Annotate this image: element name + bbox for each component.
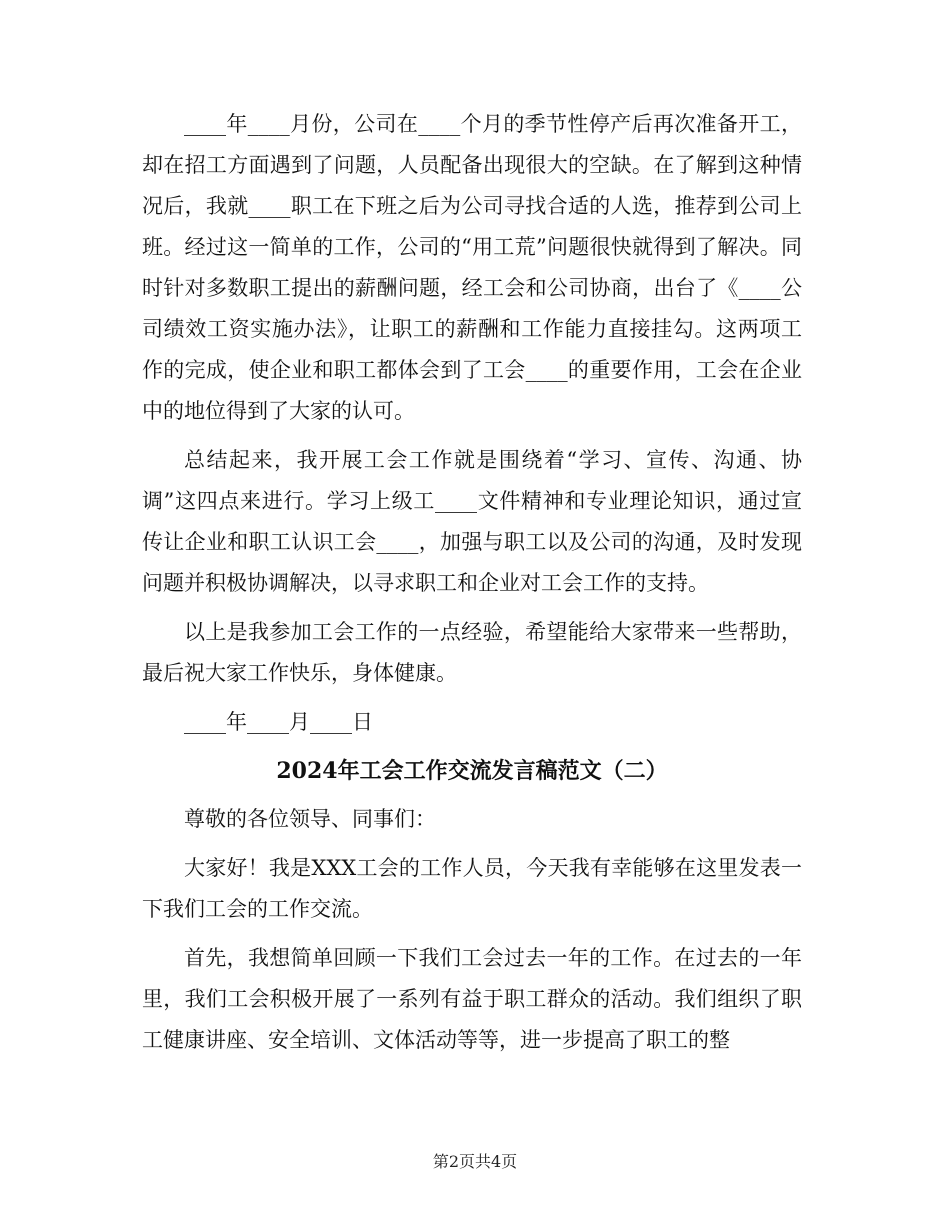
- paragraph-3: 以上是我参加工会工作的一点经验，希望能给大家带来一些帮助，最后祝大家工作快乐，身体健康。: [142, 620, 802, 685]
- paragraph-2: 总结起来，我开展工会工作就是围绕着“学习、宣传、沟通、协调”这四点来进行。学习上级工____文件精神和专业理论知识，通过宣传让企业和职工认识工会____，加强与职工以及公司的沟通，及时发现问题并积极协调解决，以寻求职工和企业对工会工作的支持。: [142, 448, 802, 595]
- section-title: 2024年工会工作交流发言稿范文（二）: [276, 758, 668, 784]
- salutation: 尊敬的各位领导、同事们：: [184, 807, 436, 831]
- page-indicator: 第2页共4页: [432, 1152, 518, 1171]
- date-line: ____年____月____日: [184, 710, 373, 734]
- document-body: [142, 104, 802, 1061]
- paragraph-1: ____年____月份，公司在____个月的季节性停产后再次准备开工，却在招工方面遇到了问题，人员配备出现很大的空缺。在了解到这种情况后，我就____职工在下班之后为公司寻找合适的人选，推荐到公司上班。经过这一简单的工作，公司的“用工荒”问题很快就得到了解决。同时针对多数职工提出的薪酬问题，经工会和公司协商，出台了《____公司绩效工资实施办法》，让职工的薪酬和工作能力直接挂勾。这两项工作的完成，使企业和职工都体会到了工会____的重要作用，工会在企业中的地位得到了大家的认可。: [142, 112, 802, 423]
- paragraph-review: 首先，我想简单回顾一下我们工会过去一年的工作。在过去的一年里，我们工会积极开展了一系列有益于职工群众的活动。我们组织了职工健康讲座、安全培训、文体活动等等，进一步提高了职工的整: [142, 946, 802, 1052]
- paragraph-greeting: 大家好！我是XXX工会的工作人员，今天我有幸能够在这里发表一下我们工会的工作交流。: [142, 856, 802, 921]
